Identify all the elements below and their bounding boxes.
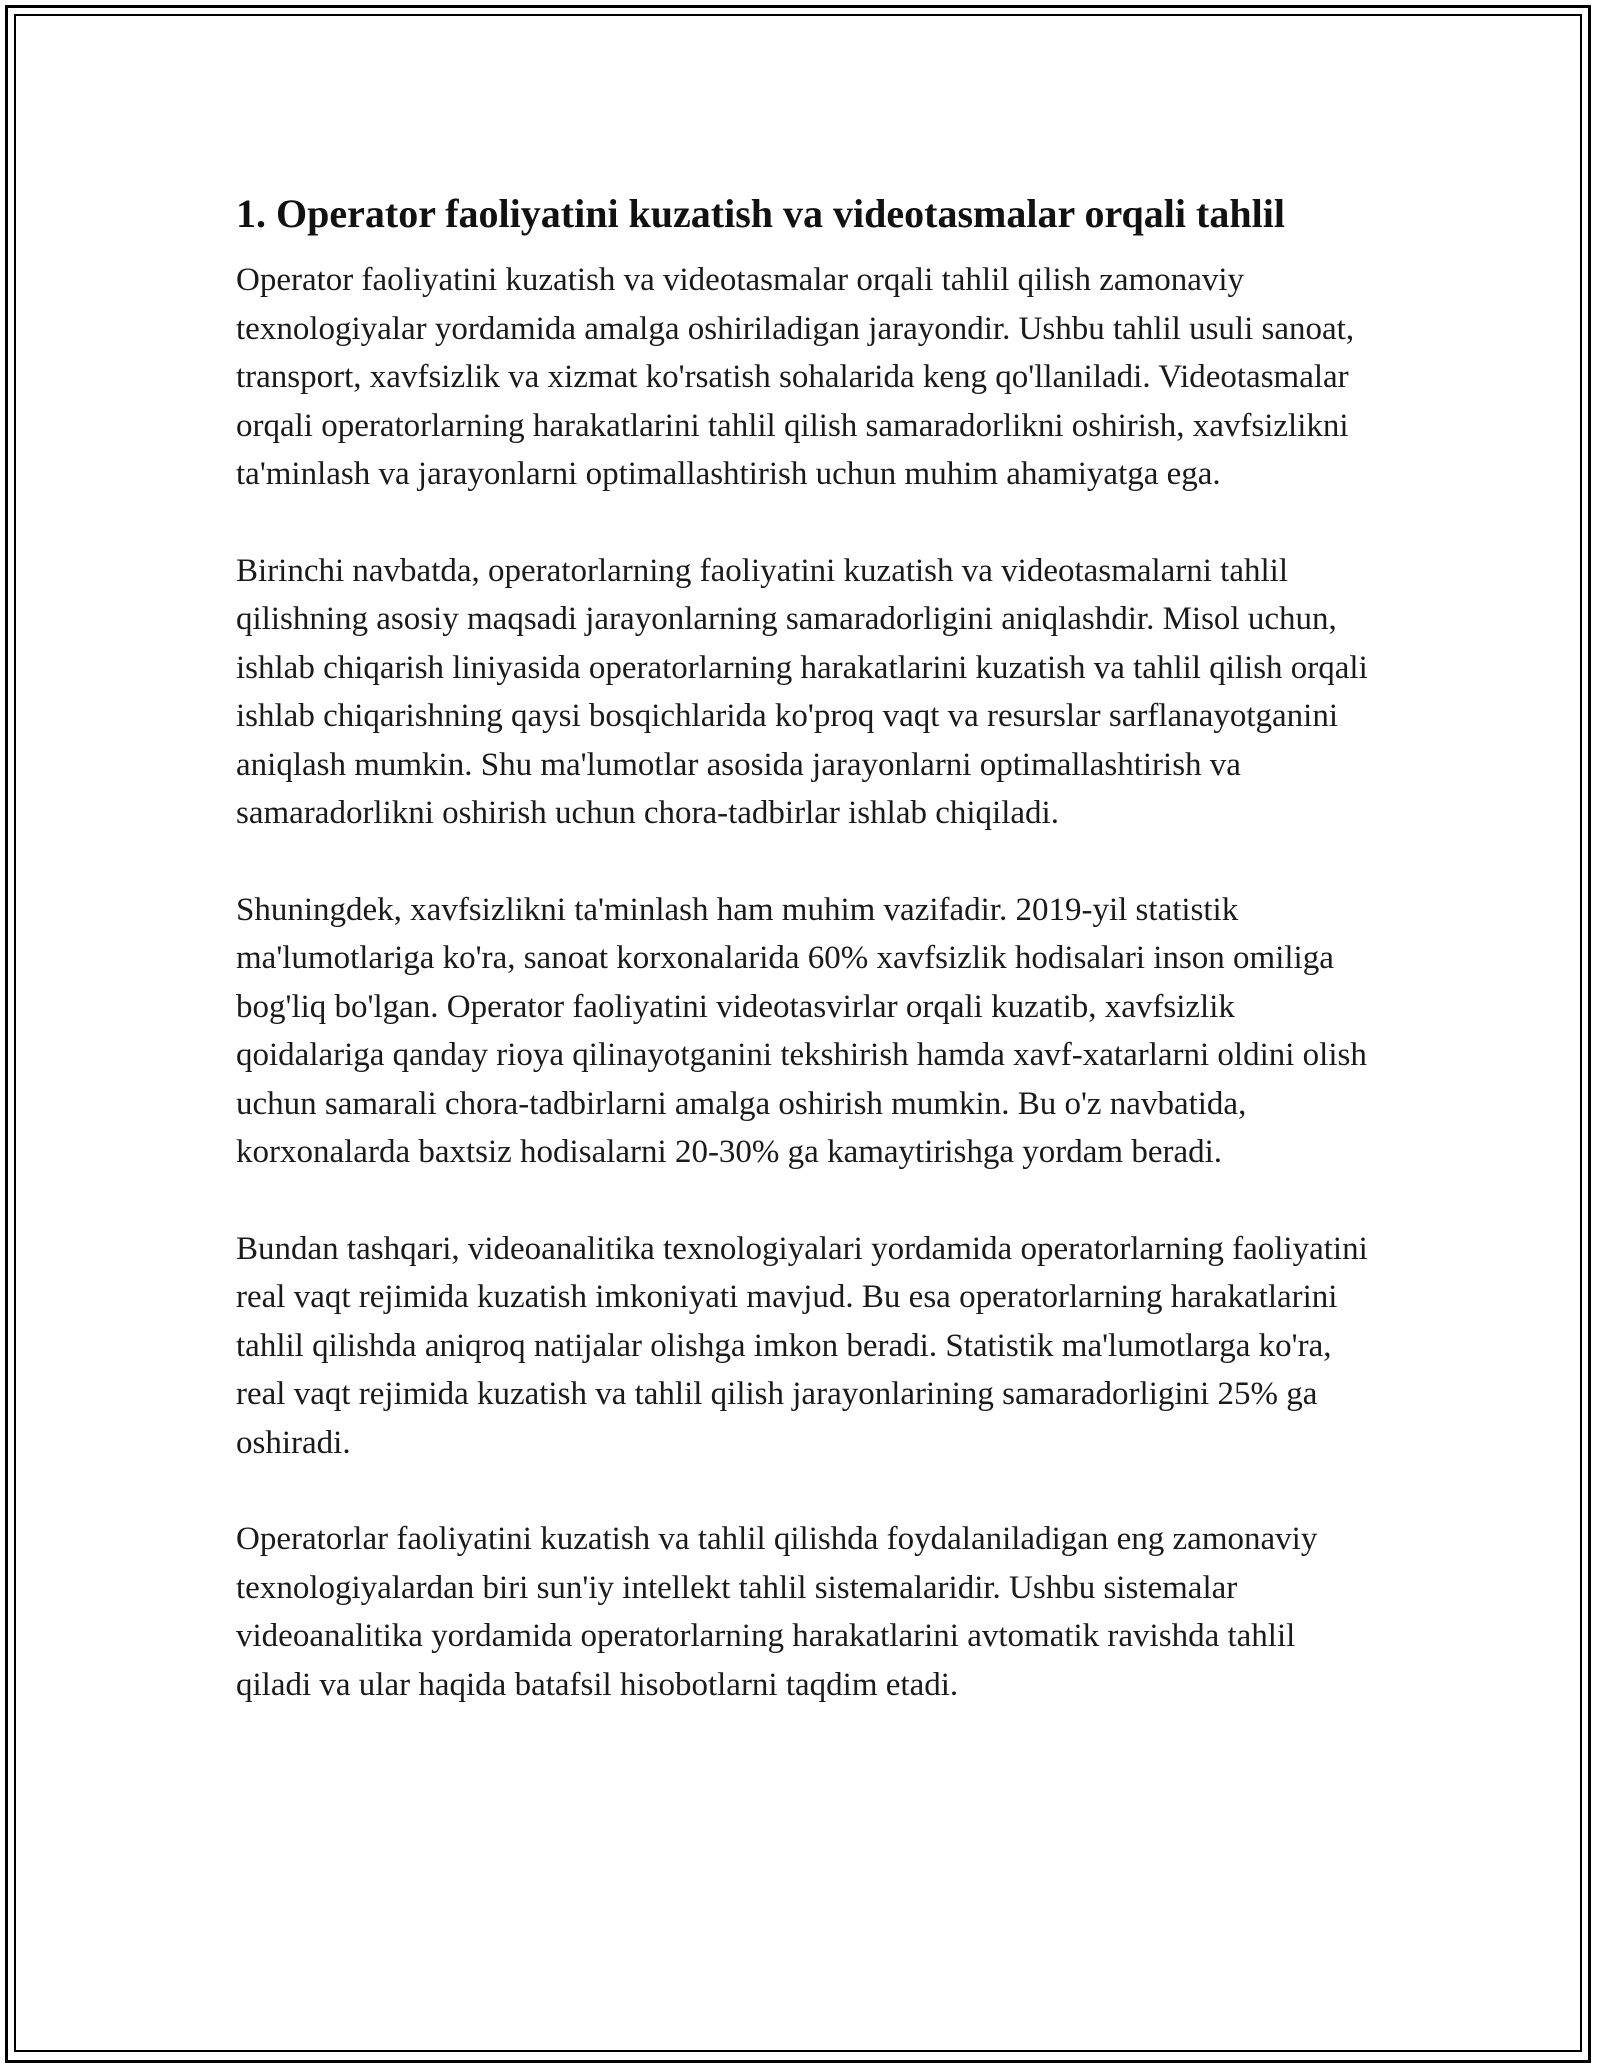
section-heading: 1. Operator faoliyatini kuzatish va videotasmalar orqali tahlil: [236, 191, 1285, 236]
paragraph-5: Operatorlar faoliyatini kuzatish va tahlil qilishda foydalaniladigan eng zamonaviy texnologiyalardan biri sun'iy intellekt tahlil sistemalaridir. Ushbu sistemalar videoanalitika yordamida operatorlarning harakatlarini avtomatik ravishda tahlil qiladi va ular haqida batafsil hisobotlarni taqdim etadi.: [236, 1521, 1318, 1703]
paragraph-1: Operator faoliyatini kuzatish va videotasmalar orqali tahlil qilish zamonaviy texnologiyalar yordamida amalga oshiriladigan jarayondir. Ushbu tahlil usuli sanoat, transport, xavfsizlik va xizmat ko'rsatish sohalarida keng qo'llaniladi. Videotasmalar orqali operatorlarning harakatlarini tahlil qilish samaradorlikni oshirish, xavfsizlikni ta'minlash va jarayonlarni optimallashtirish uchun muhim ahamiyatga ega.: [236, 262, 1355, 492]
paragraph-3: Shuningdek, xavfsizlikni ta'minlash ham muhim vazifadir. 2019-yil statistik ma'lumotlariga ko'ra, sanoat korxonalarida 60% xavfsizlik hodisalari inson omiliga bog'liq bo'lgan. Operator faoliyatini videotasvirlar orqali kuzatib, xavfsizlik qoidalariga qanday rioya qilinayotganini tekshirish hamda xavf-xatarlarni oldini olish uchun samarali chora-tadbirlarni amalga oshirish mumkin. Bu o'z navbatida, korxonalarda baxtsiz hodisalarni 20-30% ga kamaytirishga yordam beradi.: [236, 891, 1367, 1170]
paragraph-2: Birinchi navbatda, operatorlarning faoliyatini kuzatish va videotasmalarni tahlil qilishning asosiy maqsadi jarayonlarning samaradorligini aniqlashdir. Misol uchun, ishlab chiqarish liniyasida operatorlarning harakatlarini kuzatish va tahlil qilish orqali ishlab chiqarishning qaysi bosqichlarida ko'proq vaqt va resurslar sarflanayotganini aniqlash mumkin. Shu ma'lumotlar asosida jarayonlarni optimallashtirish va samaradorlikni oshirish uchun chora-tadbirlar ishlab chiqiladi.: [236, 552, 1368, 831]
paragraph-4: Bundan tashqari, videoanalitika texnologiyalari yordamida operatorlarning faoliyatini real vaqt rejimida kuzatish imkoniyati mavjud. Bu esa operatorlarning harakatlarini tahlil qilishda aniqroq natijalar olishga imkon beradi. Statistik ma'lumotlarga ko'ra, real vaqt rejimida kuzatish va tahlil qilish jarayonlarining samaradorligini 25% ga oshiradi.: [236, 1230, 1368, 1461]
document-body: [236, 186, 1376, 1757]
